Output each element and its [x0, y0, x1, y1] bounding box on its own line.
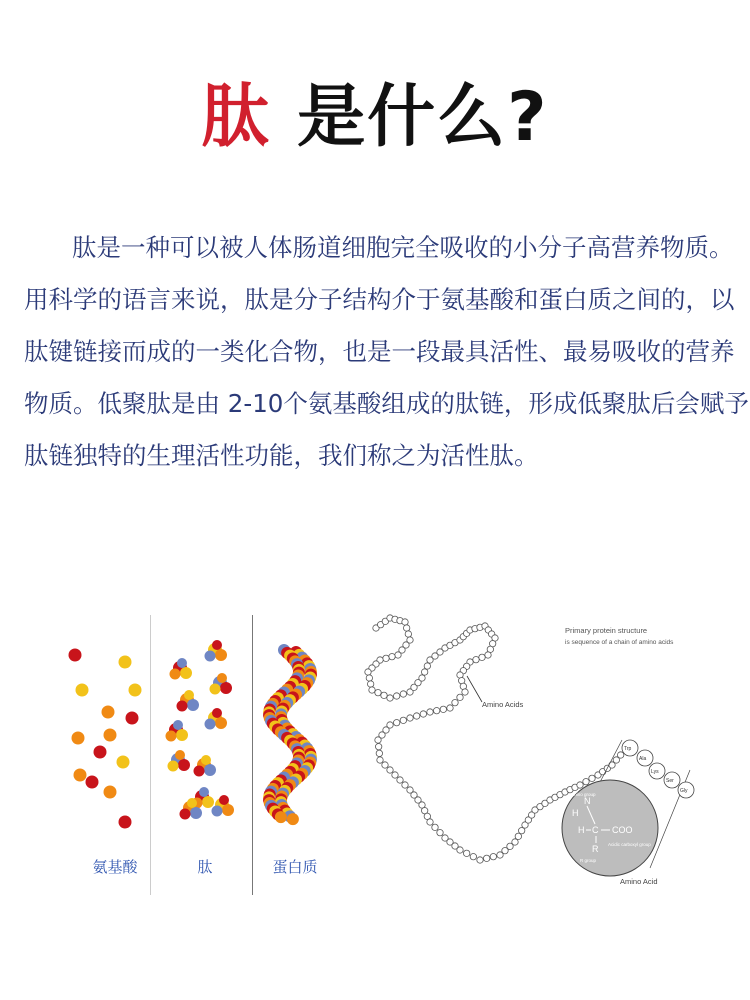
- label-acidic-group: Acidic carboxyl group: [608, 842, 651, 847]
- caption-amino-acid: 氨基酸: [92, 858, 138, 876]
- svg-text:R: R: [592, 844, 599, 854]
- description-paragraph: [24, 222, 749, 482]
- column-divider: [252, 615, 253, 895]
- svg-text:COO: COO: [612, 825, 633, 835]
- svg-text:N: N: [584, 796, 591, 806]
- diagram-header-2: is sequence of a chain of amino acids: [565, 639, 674, 646]
- pointer-line: [467, 676, 482, 702]
- label-amino-group: Amino group: [570, 792, 596, 797]
- paragraph-line: 物质。低聚肽是由 2-10个氨基酸组成的肽链，形成低聚肽后会赋予: [24, 389, 749, 418]
- svg-text:Ala: Ala: [639, 756, 647, 762]
- svg-text:Lys: Lys: [651, 769, 659, 775]
- column-divider: [150, 615, 151, 895]
- svg-text:Ser: Ser: [666, 778, 674, 784]
- page-title: [0, 78, 750, 157]
- svg-text:H: H: [578, 825, 585, 835]
- paragraph-line: 用科学的语言来说，肽是分子结构介于氨基酸和蛋白质之间的，以: [24, 285, 735, 314]
- svg-text:C: C: [592, 825, 599, 835]
- paragraph-line: 肽链独特的生理活性功能，我们称之为活性肽。: [24, 441, 539, 470]
- title-highlight: 肽: [201, 78, 272, 157]
- protein-chain-diagram: [350, 600, 750, 900]
- label-amino-acid: Amino Acid: [620, 877, 658, 886]
- paragraph-line: 肽是一种可以被人体肠道细胞完全吸收的小分子高营养物质。: [72, 233, 734, 262]
- title-rest: 是什么?: [297, 78, 549, 157]
- caption-peptide: 肽: [197, 858, 213, 876]
- caption-protein: 蛋白质: [272, 858, 318, 876]
- svg-text:Trp: Trp: [624, 746, 632, 752]
- svg-text:Gly: Gly: [680, 788, 688, 794]
- label-r-group: R group: [580, 858, 597, 863]
- zoom-line: [598, 740, 622, 786]
- paragraph-line: 肽键链接而成的一类化合物，也是一段最具活性、最易吸收的营养: [24, 337, 735, 366]
- svg-text:H: H: [572, 808, 579, 818]
- label-amino-acids: Amino Acids: [482, 700, 524, 709]
- diagram-header-1: Primary protein structure: [565, 626, 648, 635]
